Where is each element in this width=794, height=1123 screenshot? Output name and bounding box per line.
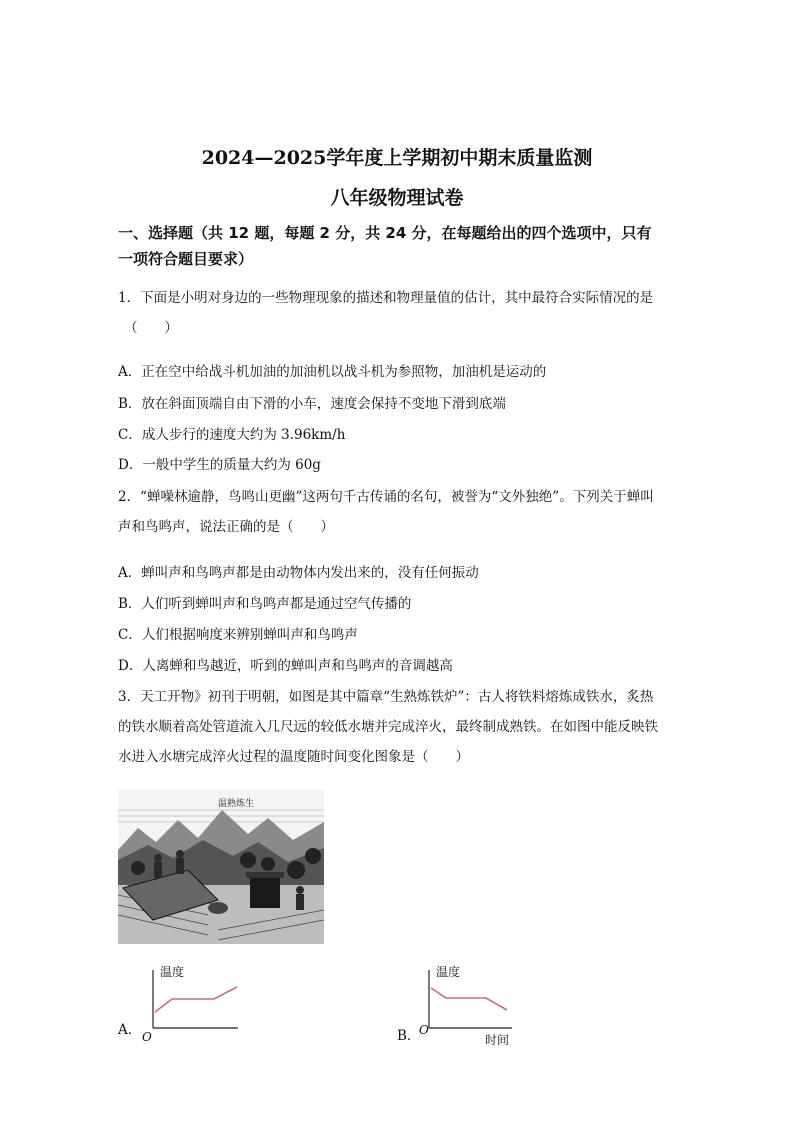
q2-option-c: C．人们根据响度来辨别蝉叫声和鸟鸣声 [118, 627, 358, 643]
graph-b-option-label: B． [397, 1028, 421, 1044]
graph-a-curve [155, 987, 237, 1012]
graph-a-ylabel: 温度 [160, 965, 185, 979]
q1-stem-line1: 1．下面是小明对身边的一些物理现象的描述和物理量值的估计，其中最符合实际情况的是 [118, 290, 654, 306]
graph-a-origin: O [142, 1030, 152, 1042]
graph-a-svg [138, 960, 258, 1042]
section-heading-line1: 一、选择题（共 12 题，每题 2 分，共 24 分，在每题给出的四个选项中，只有 [118, 224, 652, 242]
graph-b-xlabel: 时间 [485, 1033, 510, 1047]
illustration-caption: 温熟炼生 [218, 799, 255, 809]
graph-a-option-label: A． [118, 1022, 142, 1038]
q2-option-b: B．人们听到蝉叫声和鸟鸣声都是通过空气传播的 [118, 596, 412, 612]
q2-option-d: D．人离蝉和鸟越近，听到的蝉叫声和鸟鸣声的音调越高 [118, 658, 453, 674]
q2-option-a: A．蝉叫声和鸟鸣声都是由动物体内发出来的，没有任何振动 [118, 565, 479, 581]
furnace-illustration [118, 790, 324, 944]
q3-stem-line2: 的铁水顺着高处管道流入几尺远的较低水塘并完成淬火，最终制成熟铁。在如图中能反映铁 [118, 719, 658, 735]
graph-b [414, 960, 524, 1050]
q1-option-b: B．放在斜面顶端自由下滑的小车，速度会保持不变地下滑到底端 [118, 396, 506, 412]
q3-stem-line3: 水进入水塘完成淬火过程的温度随时间变化图象是（ ） [118, 749, 469, 765]
graph-b-svg [414, 960, 524, 1050]
q1-option-c: C．成人步行的速度大约为 3.96km/h [118, 427, 346, 443]
graph-b-origin: O [419, 1023, 429, 1037]
section-heading-line2: 一项符合题目要求） [118, 250, 254, 268]
q1-option-a: A．正在空中给战斗机加油的加油机以战斗机为参照物，加油机是运动的 [118, 364, 547, 380]
q1-stem-line2: （ ） [124, 320, 178, 336]
exam-subtitle: 八年级物理试卷 [330, 187, 464, 209]
furnace-illustration-svg [118, 790, 324, 944]
q3-stem-line1: 3．天工开物》初刊于明朝，如图是其中篇章“生熟炼铁炉”：古人将铁料熔炼成铁水，炙热 [118, 689, 654, 705]
graph-b-ylabel: 温度 [436, 965, 461, 979]
q2-stem-line1: 2．“蝉噪林逾静，鸟鸣山更幽”这两句千古传诵的名句，被誉为“文外独绝”。下列关于蝉叫 [118, 489, 654, 505]
q2-stem-line2: 声和鸟鸣声，说法正确的是（ ） [118, 519, 334, 535]
graph-a [138, 960, 258, 1042]
q1-option-d: D．一般中学生的质量大约为 60g [118, 457, 321, 473]
graph-b-curve [431, 988, 507, 1010]
exam-title: 2024—2025学年度上学期初中期末质量监测 [201, 147, 593, 169]
